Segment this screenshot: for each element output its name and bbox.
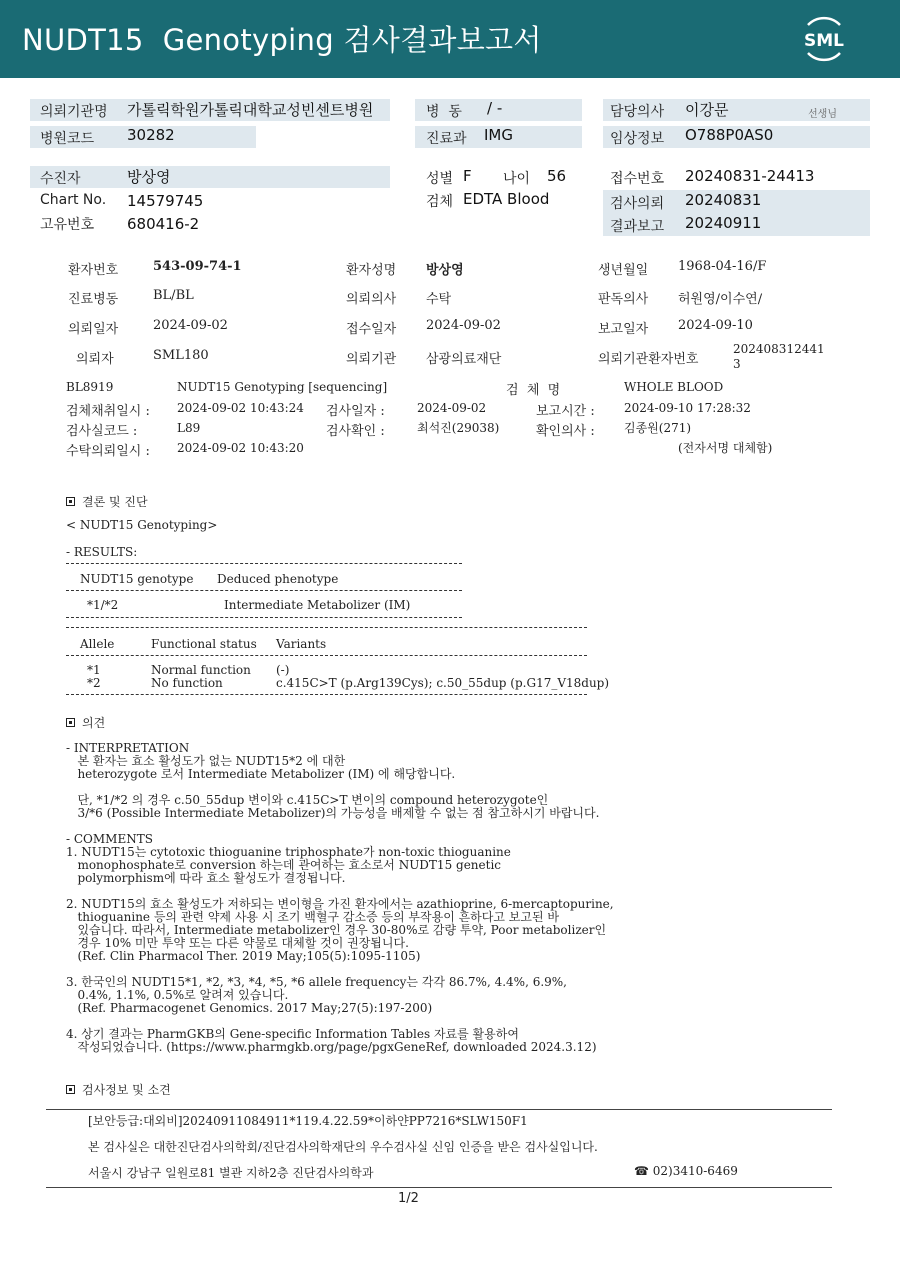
phenotype-value: Intermediate Metabolizer (IM) <box>224 598 411 612</box>
rcvdate-label: 접수일자 <box>346 322 397 337</box>
opinion-line: (Ref. Clin Pharmacol Ther. 2019 May;105(5):1095-1105) <box>66 949 421 963</box>
doctor-value: 이강문 <box>685 101 729 119</box>
clinical-value: O788P0AS0 <box>685 126 774 144</box>
clinical-label: 임상정보 <box>610 131 665 147</box>
chart-label: Chart No. <box>40 192 107 208</box>
divider <box>66 590 462 591</box>
footer-section-title: 검사정보 및 소견 <box>66 1081 171 1098</box>
requester-value: SML180 <box>153 348 209 363</box>
variants-cell: (-) <box>276 663 290 677</box>
divider <box>66 694 587 695</box>
entrust-value: 2024-09-02 10:43:20 <box>177 441 304 455</box>
report-title: NUDT15 Genotyping 검사결과보고서 <box>22 23 542 57</box>
request-value: 20240831 <box>685 191 762 209</box>
pno-value: 543-09-74-1 <box>153 259 242 274</box>
pno-label: 환자번호 <box>68 263 119 278</box>
pward-label: 진료병동 <box>68 292 119 307</box>
doctor-label: 담당의사 <box>610 104 665 120</box>
specimen-label: 검체 <box>426 194 454 210</box>
room-value: L89 <box>177 421 201 435</box>
reqdoc-label: 의뢰의사 <box>346 292 397 307</box>
divider <box>66 617 462 618</box>
status-cell: No function <box>151 676 223 690</box>
square-bullet-icon <box>66 497 75 506</box>
test-specimen-value: WHOLE BLOOD <box>624 380 724 394</box>
phone-text: ☎ 02)3410-6469 <box>634 1164 738 1178</box>
reqdate-label: 의뢰일자 <box>68 322 119 337</box>
genotype-value: *1/*2 <box>87 598 119 612</box>
rcvdate-value: 2024-09-02 <box>426 318 501 333</box>
reptime-label: 보고시간 : <box>536 404 595 419</box>
opinion-line: (Ref. Pharmacogenet Genomics. 2017 May;27(5):197-200) <box>66 1001 433 1015</box>
uid-value: 680416-2 <box>127 215 200 233</box>
opinion-line: 단, *1/*2 의 경우 c.50_55dup 변이와 c.415C>T 변이의 compound heterozygote인 <box>66 793 549 807</box>
opinion-line: - COMMENTS <box>66 832 153 846</box>
address-text: 서울시 강남구 일원로81 별관 지하2층 진단검사의학과 <box>88 1166 374 1180</box>
opinion-line: 본 환자는 효소 활성도가 없는 NUDT15*2 에 대한 <box>66 754 346 768</box>
status-cell: Normal function <box>151 663 251 677</box>
opinion-text-block <box>66 742 614 1054</box>
inst-value: 가톨릭학원가톨릭대학교성빈센트병원 <box>127 101 374 119</box>
code-label: 병원코드 <box>40 131 95 147</box>
security-text: [보안등급:대외비]20240911084911*119.4.22.59*이하얀PP7216*SLW150F1 <box>88 1114 528 1128</box>
results-subtitle: < NUDT15 Genotyping> <box>66 518 218 532</box>
header-bar <box>0 0 900 78</box>
opinion-line: 3/*6 (Possible Intermediate Metabolizer)의 가능성을 배제할 수 없는 점 참고하시기 바랍니다. <box>66 806 600 820</box>
logo-text: SML <box>804 31 844 51</box>
report-value: 20240911 <box>685 214 762 232</box>
sex-value: F <box>463 167 472 185</box>
specimen-value: EDTA Blood <box>463 190 550 208</box>
repdate-value: 2024-09-10 <box>678 318 753 333</box>
divider <box>66 655 587 656</box>
cert-text: 본 검사실은 대한진단검사의학회/진단검사의학재단의 우수검사실 신임 인증을 받은 검사실입니다. <box>88 1140 598 1154</box>
reqdate-value: 2024-09-02 <box>153 318 228 333</box>
pname-label: 환자성명 <box>346 263 397 278</box>
reader-label: 판독의사 <box>598 292 649 307</box>
confirm-value: 최석진(29038) <box>417 421 500 435</box>
entrust-label: 수탁의뢰일시 : <box>66 444 150 459</box>
receipt-label: 접수번호 <box>610 171 665 187</box>
reader-value: 허원영/이수연/ <box>678 292 763 307</box>
opinion-line: heterozygote 로서 Intermediate Metabolizer (IM) 에 해당합니다. <box>66 767 456 781</box>
opinion-line: polymorphism에 따라 효소 활성도가 결정됩니다. <box>66 871 346 885</box>
dept-label: 진료과 <box>426 131 467 147</box>
request-label: 검사의뢰 <box>610 196 665 212</box>
pward-value: BL/BL <box>153 288 194 303</box>
room-label: 검사실코드 : <box>66 424 138 439</box>
divider <box>66 563 462 564</box>
page-number: 1/2 <box>398 1191 419 1206</box>
sex-label: 성별 <box>426 171 454 187</box>
results-section-title: 결론 및 진단 <box>66 493 148 510</box>
col-status: Functional status <box>151 637 257 651</box>
ward-label: 병 동 <box>426 104 462 120</box>
age-value: 56 <box>547 167 567 185</box>
confirm-label: 검사확인 : <box>326 424 385 439</box>
results-label: - RESULTS: <box>66 545 138 559</box>
collect-value: 2024-09-02 10:43:24 <box>177 401 304 415</box>
instpno-value-1: 202408312441 <box>733 342 825 356</box>
opinion-line: 작성되었습니다. (https://www.pharmgkb.org/page/pgxGeneRef, downloaded 2024.3.12) <box>66 1040 597 1054</box>
confirmdoc-value: 김종원(271) <box>624 421 692 435</box>
ward-value: / - <box>487 99 503 117</box>
confirmdoc-label: 확인의사 : <box>536 424 595 439</box>
sml-logo <box>798 13 850 65</box>
esign-note: (전자서명 대체함) <box>678 441 773 455</box>
code-value: 30282 <box>127 126 175 144</box>
opinion-line: 3. 한국인의 NUDT15*1, *2, *3, *4, *5, *6 allele frequency는 각각 86.7%, 4.4%, 6.9%, <box>66 975 567 989</box>
collect-label: 검체채취일시 : <box>66 404 150 419</box>
instpno-label: 의뢰기관환자번호 <box>598 352 699 367</box>
report-label: 결과보고 <box>610 219 665 235</box>
pname-value: 방상영 <box>426 263 464 278</box>
allele-cell: *1 <box>87 663 101 677</box>
opinion-line: thioguanine 등의 관련 약제 사용 시 조기 백혈구 감소증 등의 부작용이 흔하다고 보고된 바 <box>66 910 559 924</box>
opinion-line: 2. NUDT15의 효소 활성도가 저하되는 변이형을 가진 환자에서는 azathioprine, 6-mercaptopurine, <box>66 897 614 911</box>
square-bullet-icon <box>66 718 75 727</box>
uid-label: 고유번호 <box>40 217 95 233</box>
testdate-label: 검사일자 : <box>326 404 385 419</box>
divider <box>46 1187 832 1188</box>
test-code: BL8919 <box>66 380 114 394</box>
receipt-value: 20240831-24413 <box>685 167 815 185</box>
inst-label: 의뢰기관명 <box>40 104 108 120</box>
allele-cell: *2 <box>87 676 101 690</box>
col-phenotype: Deduced phenotype <box>217 572 339 586</box>
opinion-line: 있습니다. 따라서, Intermediate metabolizer인 경우 30-80%로 감량 투약, Poor metabolizer인 <box>66 923 607 937</box>
divider <box>46 1109 832 1110</box>
test-name: NUDT15 Genotyping [sequencing] <box>177 380 388 394</box>
opinion-line: - INTERPRETATION <box>66 741 190 755</box>
col-genotype: NUDT15 genotype <box>80 572 194 586</box>
age-label: 나이 <box>503 171 531 187</box>
patient-box <box>30 166 390 188</box>
reqdoc-value: 수탁 <box>426 292 452 307</box>
instpno-value-2: 3 <box>733 357 741 371</box>
reqinst-value: 삼광의료재단 <box>426 352 502 367</box>
reptime-value: 2024-09-10 17:28:32 <box>624 401 751 415</box>
reqinst-label: 의뢰기관 <box>346 352 397 367</box>
divider <box>66 627 587 628</box>
patient-label: 수진자 <box>40 171 81 187</box>
col-variants: Variants <box>276 637 327 651</box>
square-bullet-icon <box>66 1085 75 1094</box>
dob-value: 1968-04-16/F <box>678 259 767 274</box>
requester-label: 의뢰자 <box>76 352 114 367</box>
dob-label: 생년월일 <box>598 263 649 278</box>
opinion-section-title: 의견 <box>66 714 105 731</box>
test-specimen-label: 검 체 명 <box>506 383 561 398</box>
opinion-line: 0.4%, 1.1%, 0.5%로 알려져 있습니다. <box>66 988 289 1002</box>
opinion-line: 경우 10% 미만 투약 또는 다른 약물로 대체할 것이 권장됩니다. <box>66 936 409 950</box>
variants-cell: c.415C>T (p.Arg139Cys); c.50_55dup (p.G17_V18dup) <box>276 676 610 690</box>
col-allele: Allele <box>80 637 115 651</box>
testdate-value: 2024-09-02 <box>417 401 487 415</box>
opinion-line: monophosphate로 conversion 하는데 관여하는 효소로서 NUDT15 genetic <box>66 858 502 872</box>
dept-value: IMG <box>484 126 513 144</box>
opinion-line: 1. NUDT15는 cytotoxic thioguanine triphosphate가 non-toxic thioguanine <box>66 845 511 859</box>
chart-value: 14579745 <box>127 192 204 210</box>
opinion-line: 4. 상기 결과는 PharmGKB의 Gene-specific Information Tables 자료를 활용하여 <box>66 1027 519 1041</box>
doctor-suffix: 선생님 <box>808 109 837 120</box>
patient-value: 방상영 <box>127 168 171 186</box>
repdate-label: 보고일자 <box>598 322 649 337</box>
